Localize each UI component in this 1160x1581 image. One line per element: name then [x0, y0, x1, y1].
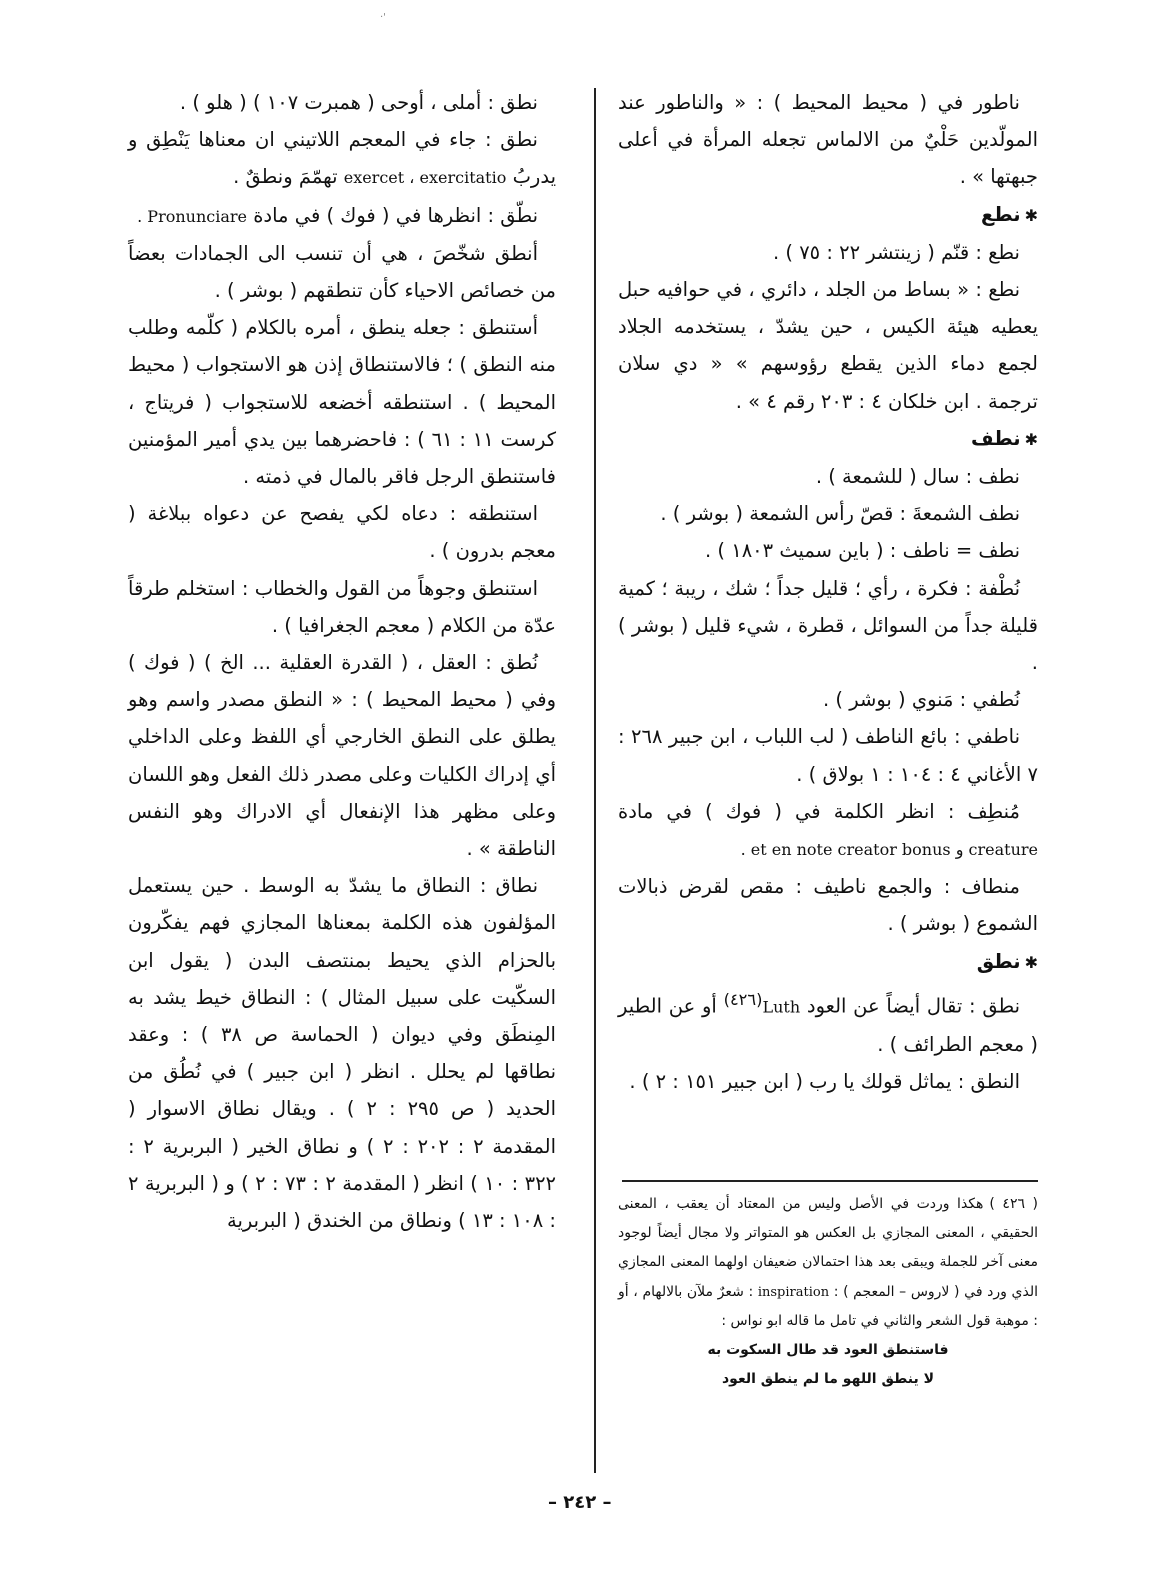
entry-natur: ناطور في ( محيط المحيط ) : « والناطور عند المولّدين حَلْيٌ من الالماس تجعله المرأة في أعلى جبهتها » . — [618, 91, 1038, 189]
right-column — [618, 84, 1038, 1100]
entry-ntq-3: نطق : أملى ، أوحى ( همبرت ١٠٧ ) ( هلو ) . — [179, 91, 538, 114]
entry-ntq-2: النطق : يماثل قولك يا رب ( ابن جبير ١٥١ : ٢ ) . — [629, 1069, 1020, 1093]
entry-istantaq-wujuh: استنطق وجوهاً من القول والخطاب : استخلم طرقاً عدّة من الكلام ( معجم الجغرافيا ) . — [128, 576, 556, 637]
entry-ntq-1: نطق : تقال أيضاً عن العود Luth$^{(٤٢٦)}$ أو عن الطير ( معجم الطرائف ) . — [618, 989, 1038, 1056]
heading-nta: ✱نطع — [980, 202, 1038, 226]
entry-ntq-4: نطق : جاء في المعجم اللاتيني ان معناها يَنْطِق و يدربُ exercet ، exercitatio تهمّمَ ونطقٌ . — [128, 128, 556, 189]
entry-nattaq: نطّق : انظرها في ( فوك ) في مادة Pronunciare . — [137, 203, 538, 227]
entry-nutfi: نُطفي : مَنوي ( بوشر ) . — [823, 688, 1020, 712]
entry-antaq: أنطق شخّصَ ، هي أن تنسب الى الجمادات بعضاً من خصائص الاحياء كأن تنطقهم ( بوشر ) . — [128, 241, 556, 303]
asterisk-icon: ✱ — [1024, 205, 1038, 225]
footnote-rule — [622, 1180, 1038, 1182]
entry-mintif: مُنطِف : انظر الكلمة في ( فوك ) في مادة creature و et en note creator bonus . — [618, 799, 1038, 860]
entry-mintaf: منطاف : والجمع ناطيف : مقص لقرض ذبالات الشموع ( بوشر ) . — [618, 875, 1038, 936]
footnote-verse-2: لا ينطق اللهو ما لم ينطق العود — [722, 1371, 934, 1388]
entry-nitaq: نطاق : النطاق ما يشدّ به الوسط . حين يستعمل المؤلفون هذه الكلمة بمعناها المجازي فهم يفكّرون بالحزام الذي يحيط بمنتصف البدن ( يقول ابن السكّيت على سبيل المثال ) : النطاق خيط يشد به المِنطَق وفي ديوان ( الحماسة ص ٣٨ ) : وعقد نطاقها لم يحلل . انظر ( ابن جبير ) في نُطُق من الحديد ( ص ٢٩٥ : ٢ ) . ويقال نطاق الاسوار ( المقدمة ٢ : ٢٠٢ : ٢ ) و نطاق الخير ( البربرية ٢ : ٣٢٢ : ١٠ ) انظر ( المقدمة ٢ : ٧٣ : ٢ ) و ( البربرية ٢ : ١٠٨ : ١٣ ) ونطاق من الخندق ( البربرية — [128, 874, 557, 1233]
column-divider — [594, 88, 596, 1473]
footnote — [618, 1190, 1038, 1394]
page-mark: ·' — [380, 12, 386, 23]
footnote-verse-1: فاستنطق العود قد طال السكوت به — [707, 1342, 949, 1359]
asterisk-icon: ✱ — [1024, 952, 1038, 972]
entry-nutfa: نُطْفة : فكرة ، رأي ؛ قليل جداً ؛ شك ، ريبة ؛ كمية قليلة جداً من السوائل ، قطرة ، شيء قليل ( بوشر ) . — [618, 576, 1038, 675]
entry-natifi: ناطفي : بائع الناطف ( لب اللباب ، ابن جبير ٢٦٨ : ٧ الأغاني ٤ : ١٠٤ : ١ بولاق ) . — [618, 725, 1038, 786]
left-column — [128, 84, 556, 1239]
entry-nta-1: نطع : قنّم ( زينتشر ٢٢ : ٧٥ ) . — [772, 240, 1020, 264]
entry-nutq: نُطق : العقل ، ( القدرة العقلية ... الخ ) ( فوك ) وفي ( محيط المحيط ) : « النطق مصدر واسم وهو يطلق على النطق الخارجي أي اللفظ وعلى الداخلي أي إدراك الكليات وعلى مصدر ذلك الفعل وهو اللسان وعلى مظهر هذا الإنفعال أي الادراك وهو النفس الناطقة » . — [128, 651, 556, 861]
heading-ntf: ✱نطف — [971, 426, 1038, 450]
heading-ntq: ✱نطق — [976, 949, 1038, 973]
entry-nta-2: نطع : « بساط من الجلد ، دائري ، في حوافيه حبل يعطيه هيئة الكيس ، حين يشدّ ، يستخدمه الجلاد لجمع دماء الذين يقطع رؤوسهم » « دي سلان ترجمة . ابن خلكان ٤ : ٢٠٣ رقم ٤ » . — [618, 278, 1038, 413]
footnote-ref: (٤٢٦) — [723, 989, 763, 1009]
entry-istantaqahu: استنطقه : دعاه لكي يفصح عن دعواه ببلاغة ( معجم بدرون ) . — [128, 502, 556, 563]
entry-ntf-3: نطف = ناطف : ( باين سميث ١٨٠٣ ) . — [705, 539, 1020, 563]
footnote-text: ( ٤٢٦ )هكذا وردت في الأصل وليس من المعتاد أن يعقب ، المعنى الحقيقي ، المعنى المجازي بل العكس هو المتواتر ولا مجال أيضاً لوجود معنى آخر للجملة ويبقى بعد هذا احتمالان ضعيفان اولهما المعنى المجازي الذي ورد في ( لاروس – المعجم ) : inspiration : شعرٌ ملآن بالالهام ، أو : موهبة قول الشعر والثاني في تامل ما قاله ابو نواس : — [618, 1196, 1039, 1329]
entry-ntf-2: نطف الشمعةَ : قصّ رأس الشمعة ( بوشر ) . — [660, 502, 1020, 526]
footnote-number: ( ٤٢٦ ) — [989, 1196, 1038, 1212]
asterisk-icon: ✱ — [1024, 429, 1038, 449]
page-number: – ٢٤٢ – — [548, 1492, 612, 1513]
entry-ntf-1: نطف : سال ( للشمعة ) . — [815, 465, 1020, 489]
entry-istantaq: أستنطق : جعله ينطق ، أمره بالكلام ( كلّمه وطلب منه النطق ) ؛ فالاستنطاق إذن هو الاستجواب ( محيط المحيط ) . استنطقه أخضعه للاستجواب ( فريتاج ، كرست ١١ : ٦١ ) : فاحضرهما بين يدي أمير المؤمنين فاستنطق الرجل فاقر بالمال في ذمته . — [128, 316, 556, 489]
